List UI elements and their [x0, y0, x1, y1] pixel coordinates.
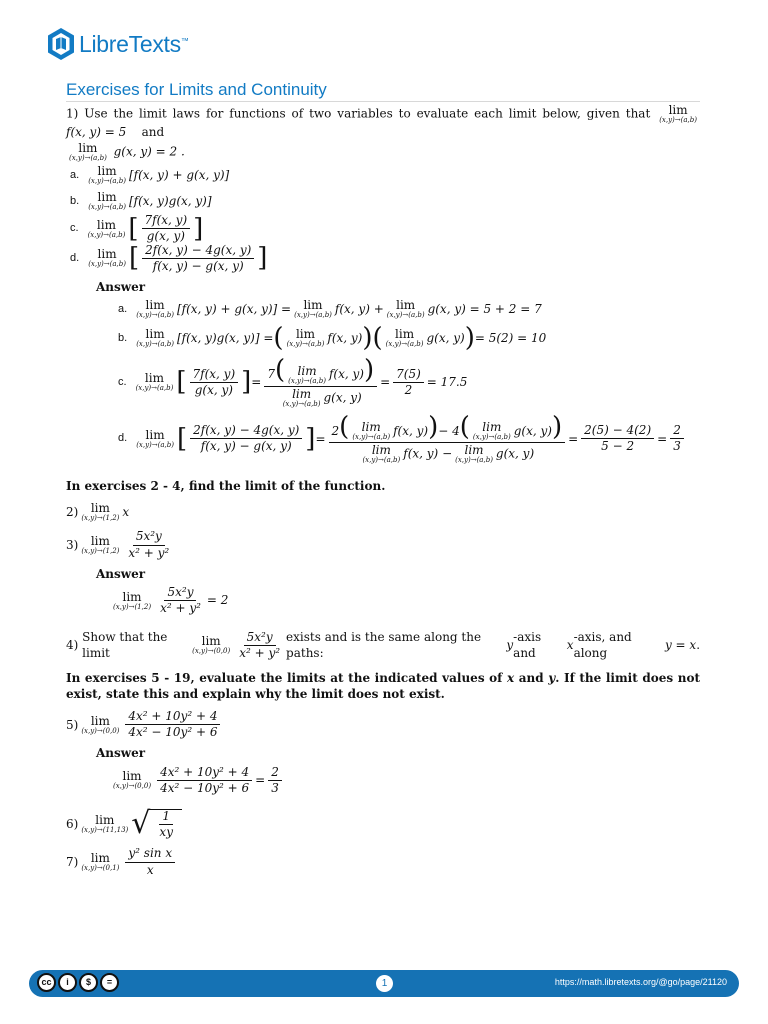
exercise-1-prompt: 1) Use the limit laws for functions of two variables to evaluate each limit below, given that lim (x,y)→(a,b) f(x, y) = 5 and	[66, 103, 697, 139]
exercise-1-given-g: lim (x,y)→(a,b) g(x, y) = 2 .	[69, 141, 185, 163]
answer-5-label: Answer	[96, 746, 146, 761]
exercise-1-items	[70, 162, 700, 273]
answer-3: lim (x,y)→(1,2) $\frac{\text{5x²y}}{\text{x² + y²}}$ = 2	[113, 584, 229, 616]
section-heading-2-4: In exercises 2 - 4, find the limit of the function.	[66, 479, 386, 494]
attribution-icon: i	[58, 973, 77, 992]
logo-text: LibreTexts™	[79, 30, 189, 57]
cc-icon: cc	[37, 973, 56, 992]
answer-1a: a. lim (x,y)→(a,b) [f(x, y) + g(x, y)] = lim (x,y)→(a,b) f(x, y) + lim (x,y)→(a,b) g(x, y) = 5 + 2 = 7	[118, 298, 542, 320]
exercise-1d: d. lim (x,y)→(a,b) [ $\frac{2f(x, y) - 4g(x, y)}{f(x, y) - g(x, y)}$ ]	[70, 242, 268, 274]
cc-license-badge[interactable]	[37, 973, 121, 992]
noncommercial-icon: $	[79, 973, 98, 992]
noderivatives-icon: =	[100, 973, 119, 992]
page-footer	[29, 970, 739, 997]
answer-5: lim (x,y)→(0,0) $\frac{\text{4x² + 10y² + 4}}{\text{4x² − 10y² + 6}}$ = $\frac{2}{3}$	[110, 766, 700, 795]
libretexts-logo[interactable]	[46, 26, 189, 62]
exercise-3: 3) lim (x,y)→(1,2) $\frac{\text{5x²y}}{\text{x² + y²}}$	[66, 529, 170, 560]
exercise-2: 2) lim (x,y)→(1,2) x	[66, 501, 130, 523]
exercise-5: 5) lim (x,y)→(0,0) $\frac{\text{4x² + 10y² + 4}}{\text{4x² − 10y² + 6}}$	[66, 710, 700, 739]
exercise-1c: c. lim (x,y)→(a,b) [ $\frac{7f(x, y)}{g(x, y)}$ ]	[70, 213, 204, 244]
section-heading-5-19: In exercises 5 - 19, evaluate the limits at the indicated values of x and y. If the limit does not exist, state this and explain why the limit does not exist.	[66, 670, 701, 701]
page-title: Exercises for Limits and Continuity	[66, 80, 327, 99]
exercise-7: 7) lim (x,y)→(0,1) $\frac{\text{y² sin x}}{x}$	[66, 847, 700, 876]
exercise-1a: a. lim (x,y)→(a,b) [f(x, y) + g(x, y)]	[70, 164, 230, 186]
answer-1b: b. lim (x,y)→(a,b) [f(x, y)g(x, y)] = ( lim (x,y)→(a,b) f(x, y) ) ( lim (x,y)→(a,b) g(x, y) ) = 5(2) = 10	[118, 323, 547, 354]
exercise-1b: b. lim (x,y)→(a,b) [f(x, y)g(x, y)]	[70, 190, 212, 212]
page-url-link[interactable]: https://math.libretexts.org/@go/page/21120	[554, 977, 727, 987]
exercise-6: 6) lim (x,y)→(11,13) √ $\frac{1}{xy}$	[66, 809, 700, 839]
libretexts-logo-icon	[46, 27, 76, 61]
document-body	[66, 104, 700, 877]
page-number: 1	[376, 975, 393, 992]
answer-3-label: Answer	[96, 566, 146, 581]
title-divider	[66, 101, 700, 102]
answer-1d: d. lim (x,y)→(a,b) [ $\frac{2f(x, y) - 4g(x, y)}{f(x, y) - g(x, y)}$ ] = 2( lim (x,y)→(a,b) f(x, y))− 4( lim (x,y)→(a,b) g(x, y)) lim (x,y)→(a,b) f(x, y) − lim (x,y)→(a,b) g(x, y) = $\frac{2(5) - 4(2)}{5 - 2}$ = $\frac{2}{3}$	[118, 414, 700, 465]
answer-1	[118, 299, 700, 464]
answer-1c: c. lim (x,y)→(a,b) [ $\frac{7f(x, y)}{g(x, y)}$ ] = 7( lim (x,y)→(a,b) f(x, y)) lim (x,y)→(a,b) g(x, y) = $\frac{7(5)}{2}$ = 17.5	[118, 355, 468, 408]
answer-1-label: Answer	[96, 279, 146, 294]
exercise-4: 4) Show that the limit lim (x,y)→(0,0) $\frac{\text{5x²y}}{\text{x² + y²}}$ exists and is the same along the paths: y -axis and x -axis, and along y = x .	[66, 629, 701, 661]
